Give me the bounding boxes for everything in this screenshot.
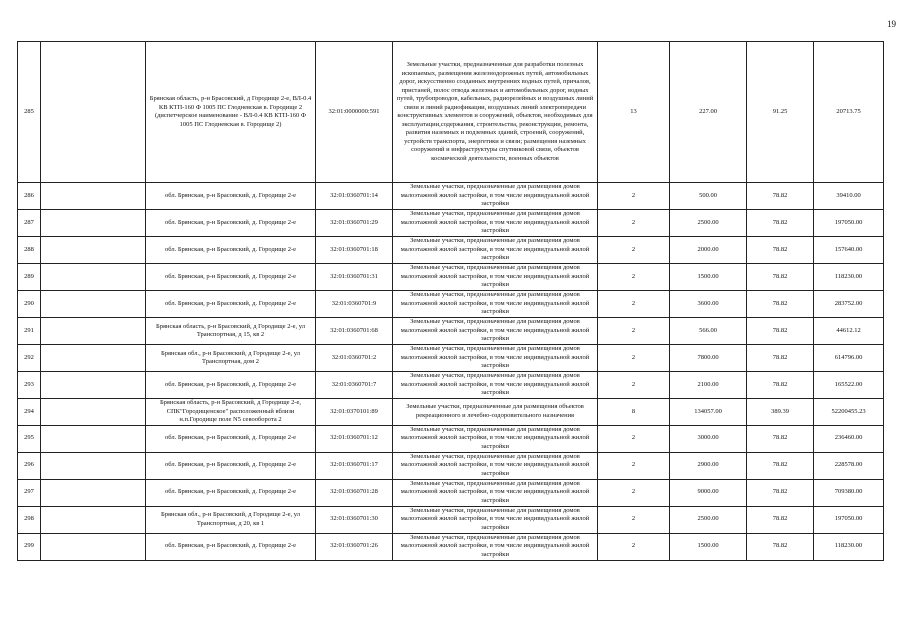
cadastral-number-cell: 32:01:0360701:2 <box>316 345 393 372</box>
row-number-cell: 287 <box>18 210 41 237</box>
table-row <box>18 318 884 345</box>
cadastral-value-cell: 20713.75 <box>814 42 884 183</box>
cadastral-number-cell: 32:01:0360701:31 <box>316 264 393 291</box>
table-row <box>18 372 884 399</box>
address-cell: обл. Брянская, р-н Брасовский, д. Городище 2-е <box>146 533 316 560</box>
specific-value-cell: 78.82 <box>747 425 814 452</box>
empty-cell <box>41 183 146 210</box>
specific-value-cell: 78.82 <box>747 264 814 291</box>
cadastral-number-cell: 32:01:0360701:28 <box>316 479 393 506</box>
table-row <box>18 264 884 291</box>
empty-cell <box>41 345 146 372</box>
address-cell: обл. Брянская, р-н Брасовский, д. Городище 2-е <box>146 479 316 506</box>
empty-cell <box>41 318 146 345</box>
use-code-cell: 2 <box>598 210 670 237</box>
specific-value-cell: 78.82 <box>747 291 814 318</box>
table-row <box>18 506 884 533</box>
empty-cell <box>41 42 146 183</box>
area-cell: 1500.00 <box>670 533 747 560</box>
cadastral-value-cell: 52200455.23 <box>814 399 884 426</box>
area-cell: 500.00 <box>670 183 747 210</box>
empty-cell <box>41 264 146 291</box>
empty-cell <box>41 291 146 318</box>
use-code-cell: 2 <box>598 345 670 372</box>
area-cell: 2000.00 <box>670 237 747 264</box>
cadastral-value-cell: 118230.00 <box>814 264 884 291</box>
address-cell: Брянская обл., р-н Брасовский, д Городище 2-е, ул Транспортная, д 20, кв 1 <box>146 506 316 533</box>
land-use-cell: Земельные участки, предназначенные для размещения домов малоэтажной жилой застройки, в том числе индивидуальной жилой застройки <box>393 425 598 452</box>
empty-cell <box>41 425 146 452</box>
use-code-cell: 2 <box>598 318 670 345</box>
area-cell: 227.00 <box>670 42 747 183</box>
land-use-cell: Земельные участки, предназначенные для размещения объектов рекреационного и лечебно-оздоровительного назначения <box>393 399 598 426</box>
table-row <box>18 345 884 372</box>
table-row <box>18 452 884 479</box>
cadastral-value-cell: 614796.00 <box>814 345 884 372</box>
area-cell: 2500.00 <box>670 506 747 533</box>
land-use-cell: Земельные участки, предназначенные для размещения домов малоэтажной жилой застройки, в том числе индивидуальной жилой застройки <box>393 318 598 345</box>
table-row <box>18 291 884 318</box>
address-cell: Брянская область, р-н Брасовский, д Городище 2-е, СПК"Городищенское" расположенный вблизи н.п.Городище поле N5 севооборота 2 <box>146 399 316 426</box>
address-cell: обл. Брянская, р-н Брасовский, д. Городище 2-е <box>146 452 316 479</box>
specific-value-cell: 78.82 <box>747 533 814 560</box>
cadastral-number-cell: 32:01:0360701:17 <box>316 452 393 479</box>
cadastral-number-cell: 32:01:0370101:89 <box>316 399 393 426</box>
cadastral-value-cell: 39410.00 <box>814 183 884 210</box>
area-cell: 2500.00 <box>670 210 747 237</box>
area-cell: 566.00 <box>670 318 747 345</box>
empty-cell <box>41 237 146 264</box>
cadastral-number-cell: 32:01:0360701:12 <box>316 425 393 452</box>
cadastral-number-cell: 32:01:0360701:14 <box>316 183 393 210</box>
area-cell: 3600.00 <box>670 291 747 318</box>
specific-value-cell: 78.82 <box>747 506 814 533</box>
cadastral-value-cell: 157640.00 <box>814 237 884 264</box>
row-number-cell: 291 <box>18 318 41 345</box>
land-use-cell: Земельные участки, предназначенные для размещения домов малоэтажной жилой застройки, в том числе индивидуальной жилой застройки <box>393 533 598 560</box>
cadastral-number-cell: 32:01:0360701:26 <box>316 533 393 560</box>
cadastral-number-cell: 32:01:0360701:7 <box>316 372 393 399</box>
table-row <box>18 237 884 264</box>
table-body <box>18 42 884 561</box>
address-cell: обл. Брянская, р-н Брасовский, д. Городище 2-е <box>146 237 316 264</box>
page-number: 19 <box>887 19 896 29</box>
table-row <box>18 479 884 506</box>
area-cell: 2100.00 <box>670 372 747 399</box>
cadastral-value-cell: 118230.00 <box>814 533 884 560</box>
cadastral-value-cell: 283752.00 <box>814 291 884 318</box>
address-cell: Брянская область, р-н Брасовский, д Городище 2-е, ВЛ-0.4 КВ КТП-160 Ф 1005 ПС Глодневская в. Городище 2 (диспетчерское наименование - ВЛ-0.4 КВ КТП-160 Ф 1005 ПС Глодневская в. Городище 2) <box>146 42 316 183</box>
use-code-cell: 8 <box>598 399 670 426</box>
use-code-cell: 2 <box>598 237 670 264</box>
use-code-cell: 2 <box>598 506 670 533</box>
area-cell: 9000.00 <box>670 479 747 506</box>
row-number-cell: 286 <box>18 183 41 210</box>
cadastral-number-cell: 32:01:0000000:591 <box>316 42 393 183</box>
cadastral-value-cell: 44612.12 <box>814 318 884 345</box>
empty-cell <box>41 372 146 399</box>
empty-cell <box>41 399 146 426</box>
cadastral-value-cell: 236460.00 <box>814 425 884 452</box>
empty-cell <box>41 452 146 479</box>
land-use-cell: Земельные участки, предназначенные для размещения домов малоэтажной жилой застройки, в том числе индивидуальной жилой застройки <box>393 479 598 506</box>
specific-value-cell: 78.82 <box>747 452 814 479</box>
table-row <box>18 183 884 210</box>
specific-value-cell: 78.82 <box>747 183 814 210</box>
land-use-cell: Земельные участки, предназначенные для размещения домов малоэтажной жилой застройки, в том числе индивидуальной жилой застройки <box>393 210 598 237</box>
address-cell: обл. Брянская, р-н Брасовский, д. Городище 2-е <box>146 291 316 318</box>
land-use-cell: Земельные участки, предназначенные для размещения домов малоэтажной жилой застройки, в том числе индивидуальной жилой застройки <box>393 264 598 291</box>
row-number-cell: 293 <box>18 372 41 399</box>
cadastral-number-cell: 32:01:0360701:68 <box>316 318 393 345</box>
row-number-cell: 290 <box>18 291 41 318</box>
cadastral-number-cell: 32:01:0360701:29 <box>316 210 393 237</box>
area-cell: 134057.00 <box>670 399 747 426</box>
specific-value-cell: 389.39 <box>747 399 814 426</box>
area-cell: 2900.00 <box>670 452 747 479</box>
use-code-cell: 2 <box>598 533 670 560</box>
row-number-cell: 299 <box>18 533 41 560</box>
cadastral-number-cell: 32:01:0360701:30 <box>316 506 393 533</box>
land-use-cell: Земельные участки, предназначенные для размещения домов малоэтажной жилой застройки, в том числе индивидуальной жилой застройки <box>393 183 598 210</box>
area-cell: 1500.00 <box>670 264 747 291</box>
address-cell: Брянская обл., р-н Брасовский, д Городище 2-е, ул Транспортная, дом 2 <box>146 345 316 372</box>
use-code-cell: 2 <box>598 479 670 506</box>
specific-value-cell: 78.82 <box>747 318 814 345</box>
cadastral-value-cell: 197050.00 <box>814 506 884 533</box>
area-cell: 3000.00 <box>670 425 747 452</box>
land-use-cell: Земельные участки, предназначенные для разработки полезных ископаемых, размещения железнодорожных путей, автомобильных дорог, искусственно созданных внутренних водных путей, причалов, пристаней, полос отвода железных и автомобильных дорог, водных путей, трубопроводов, кабельных, радиорелейных и воздушных линий связи и линий радиофикации, воздушных линий электропередачи конструктивных элементов и сооружений, объектов, необходимых для эксплуатации,содержания, строительства, реконструкции, ремонта, развития наземных и подземных зданий, строений, сооружений, устройств транспорта, энергетики и связи; размещения наземных сооружений и инфраструктуры спутниковой связи, объектов космической деятельности, военных объектов <box>393 42 598 183</box>
cadastral-value-cell: 197050.00 <box>814 210 884 237</box>
row-number-cell: 297 <box>18 479 41 506</box>
row-number-cell: 295 <box>18 425 41 452</box>
cadastral-value-cell: 709380.00 <box>814 479 884 506</box>
row-number-cell: 296 <box>18 452 41 479</box>
address-cell: Брянская область, р-н Брасовский, д Городище 2-е, ул Транспортная, д 15, кв 2 <box>146 318 316 345</box>
area-cell: 7800.00 <box>670 345 747 372</box>
empty-cell <box>41 533 146 560</box>
row-number-cell: 294 <box>18 399 41 426</box>
land-use-cell: Земельные участки, предназначенные для размещения домов малоэтажной жилой застройки, в том числе индивидуальной жилой застройки <box>393 506 598 533</box>
land-use-cell: Земельные участки, предназначенные для размещения домов малоэтажной жилой застройки, в том числе индивидуальной жилой застройки <box>393 452 598 479</box>
use-code-cell: 2 <box>598 291 670 318</box>
address-cell: обл. Брянская, р-н Брасовский, д. Городище 2-е <box>146 425 316 452</box>
cadastral-number-cell: 32:01:0360701:9 <box>316 291 393 318</box>
cadastral-value-cell: 165522.00 <box>814 372 884 399</box>
cadastral-value-cell: 228578.00 <box>814 452 884 479</box>
empty-cell <box>41 506 146 533</box>
address-cell: обл. Брянская, р-н Брасовский, д. Городище 2-е <box>146 183 316 210</box>
specific-value-cell: 78.82 <box>747 345 814 372</box>
land-use-cell: Земельные участки, предназначенные для размещения домов малоэтажной жилой застройки, в том числе индивидуальной жилой застройки <box>393 345 598 372</box>
empty-cell <box>41 479 146 506</box>
address-cell: обл. Брянская, р-н Брасовский, д. Городище 2-е <box>146 210 316 237</box>
specific-value-cell: 78.82 <box>747 237 814 264</box>
address-cell: обл. Брянская, р-н Брасовский, д. Городище 2-е <box>146 372 316 399</box>
cadastral-number-cell: 32:01:0360701:18 <box>316 237 393 264</box>
address-cell: обл. Брянская, р-н Брасовский, д. Городище 2-е <box>146 264 316 291</box>
row-number-cell: 292 <box>18 345 41 372</box>
table-row <box>18 533 884 560</box>
table-row <box>18 42 884 183</box>
use-code-cell: 13 <box>598 42 670 183</box>
table-row <box>18 210 884 237</box>
specific-value-cell: 78.82 <box>747 479 814 506</box>
specific-value-cell: 91.25 <box>747 42 814 183</box>
row-number-cell: 285 <box>18 42 41 183</box>
row-number-cell: 298 <box>18 506 41 533</box>
use-code-cell: 2 <box>598 425 670 452</box>
cadastral-value-table <box>17 41 884 561</box>
empty-cell <box>41 210 146 237</box>
table-row <box>18 399 884 426</box>
use-code-cell: 2 <box>598 372 670 399</box>
row-number-cell: 288 <box>18 237 41 264</box>
specific-value-cell: 78.82 <box>747 210 814 237</box>
use-code-cell: 2 <box>598 264 670 291</box>
land-use-cell: Земельные участки, предназначенные для размещения домов малоэтажной жилой застройки, в том числе индивидуальной жилой застройки <box>393 372 598 399</box>
land-use-cell: Земельные участки, предназначенные для размещения домов малоэтажной жилой застройки, в том числе индивидуальной жилой застройки <box>393 291 598 318</box>
specific-value-cell: 78.82 <box>747 372 814 399</box>
use-code-cell: 2 <box>598 452 670 479</box>
use-code-cell: 2 <box>598 183 670 210</box>
land-use-cell: Земельные участки, предназначенные для размещения домов малоэтажной жилой застройки, в том числе индивидуальной жилой застройки <box>393 237 598 264</box>
table-row <box>18 425 884 452</box>
row-number-cell: 289 <box>18 264 41 291</box>
